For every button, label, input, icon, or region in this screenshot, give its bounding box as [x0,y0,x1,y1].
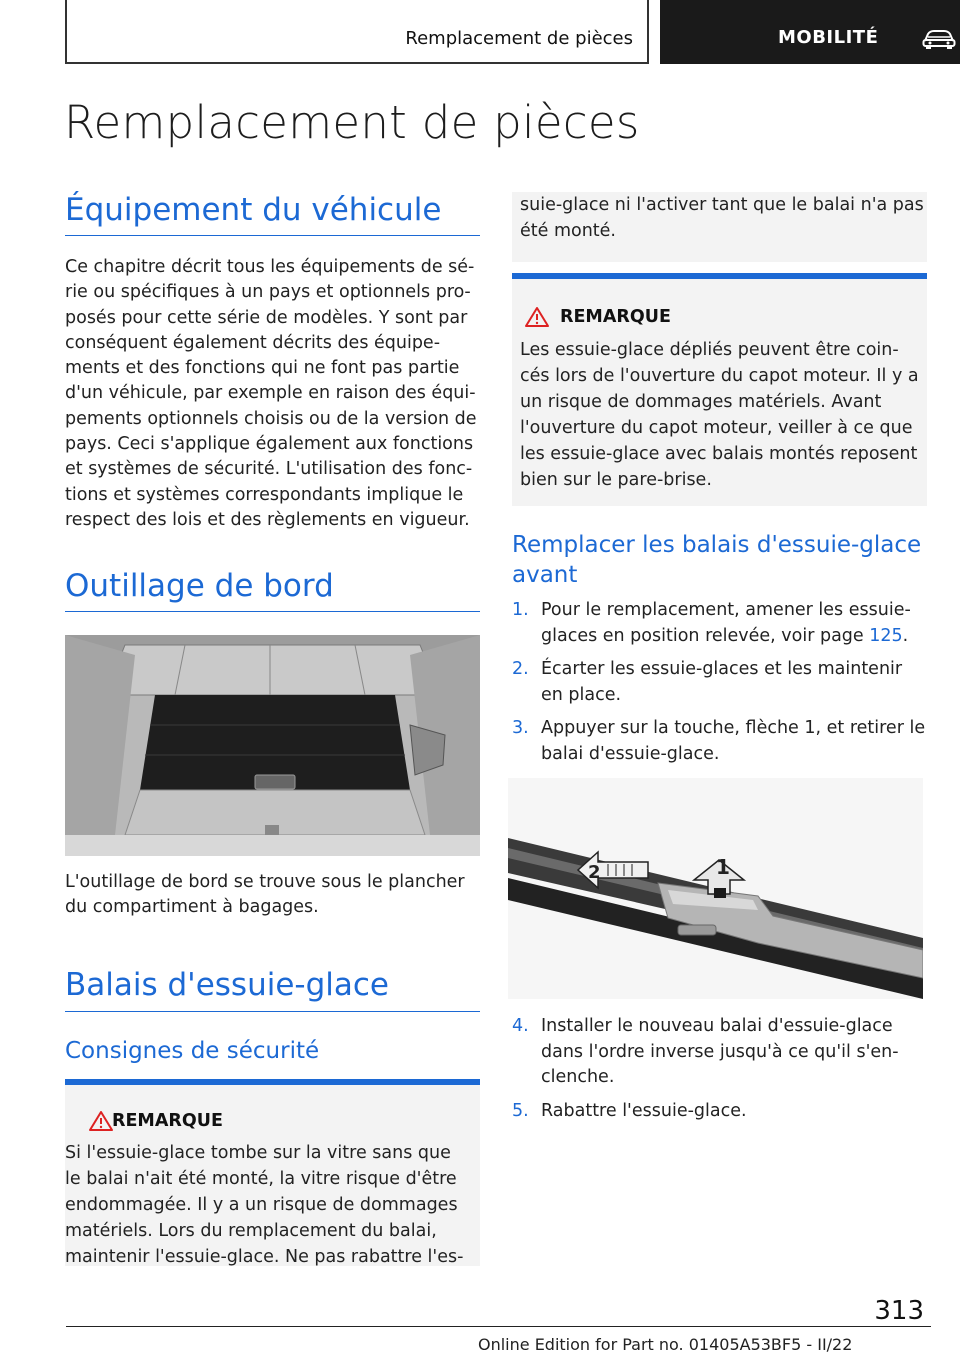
header-chapter-title: MOBILITÉ [778,27,879,48]
text-line: Ce chapitre décrit tous les équipements de sé‐ [65,257,475,277]
list-item [512,1099,932,1125]
note-title: REMARQUE [560,307,671,327]
heading-rule [65,1011,480,1012]
footer-rule [66,1326,931,1327]
text-line: respect des lois et des règlements en vigueur. [65,509,470,530]
list-item [512,598,932,649]
text-line: en place. [541,684,622,705]
note-box-2 [512,273,927,506]
text-line: Rabattre l'essuie-glace. [541,1100,747,1121]
text-line: le balai n'ait été monté, la vitre risque d'être [65,1169,457,1189]
warning-icon [524,306,550,328]
text-line: tions et systèmes correspondants implique le [65,484,464,505]
text-line: un risque de dommages matériels. Avant [520,392,882,412]
text-line: posés pour cette série de modèles. Y sont par [65,307,468,328]
step-number: 3. [512,718,529,738]
footer-edition: Online Edition for Part no. 01405A53BF5 - II/22 [478,1335,853,1354]
text-line: ments et des fonctions qui ne font pas partie [65,358,460,379]
text-line: clenche. [541,1067,615,1087]
arrow-1-label: 1 [716,855,730,879]
text-line: pements optionnels choisis ou de la version de [65,408,477,429]
text-line: rie ou spécifiques à un pays et optionnels pro‐ [65,282,471,303]
text-line: matériels. Lors du remplacement du balai, [65,1221,437,1241]
text-line: Si l'essuie-glace tombe sur la vitre sans que [65,1143,451,1163]
note-text [65,1140,480,1270]
text-fragment: . [902,625,909,646]
text-line: Installer le nouveau balai d'essuie-glace [541,1016,893,1036]
text-line: conséquent également décrits des équipe‐ [65,332,441,353]
arrow-2-label: 2 [588,862,601,883]
note-text [520,192,930,244]
heading-line: Remplacer les balais d'essuie-glace [512,532,922,558]
heading-rule [65,235,480,236]
text-line: Écarter les essuie-glaces et les maintenir [541,659,903,679]
note-text [520,337,930,493]
page-title: Remplacement de pièces [64,96,640,149]
text-line: maintenir l'essuie-glace. Ne pas rabattre l'es‐ [65,1247,464,1267]
heading-line: avant [512,562,578,588]
list-item [512,716,932,767]
header-section-tab [65,0,649,64]
subheading-safety: Consignes de sécurité [65,1038,320,1064]
list-item [512,657,932,708]
text-line: d'un véhicule, par exemple en raison des équi‐ [65,383,476,404]
text-line: l'ouverture du capot moteur, veiller à ce que [520,418,913,438]
heading-wiper-blades: Balais d'essuie-glace [65,967,389,1003]
page-number: 313 [874,1296,924,1326]
text-line: L'outillage de bord se trouve sous le plancher [65,872,465,892]
text-line: Pour le remplacement, amener les essuie- [541,600,911,620]
text-line: été monté. [520,221,616,241]
text-line: suie-glace ni l'activer tant que le balai n'a pas [520,195,924,215]
page-link[interactable]: 125 [869,625,903,646]
text-line: Les essuie-glace dépliés peuvent être coin‐ [520,340,899,360]
intro-paragraph [65,255,485,533]
text-line: Appuyer sur la touche, flèche 1, et retirer le [541,718,926,738]
step-number: 5. [512,1100,529,1121]
text-line: balai d'essuie-glace. [541,743,720,764]
note-title: REMARQUE [112,1111,223,1131]
car-icon [922,28,956,50]
text-line: du compartiment à bagages. [65,897,319,918]
warning-icon [88,1110,114,1132]
text-line: pays. Ceci s'applique également aux fonctions [65,434,474,455]
note-box-1 [65,1079,480,1266]
note-box-1-continued [512,192,927,262]
steps-list-b [512,1014,932,1132]
step-number: 4. [512,1016,529,1036]
text-line: endommagée. Il y a un risque de dommages [65,1195,458,1215]
step-number: 1. [512,600,529,620]
heading-onboard-tools: Outillage de bord [65,568,334,604]
step-number: 2. [512,659,529,679]
heading-vehicle-equipment: Équipement du véhicule [65,192,442,228]
subheading-replace-front-wipers [512,530,932,590]
steps-list-a [512,598,932,775]
onboard-tools-paragraph [65,870,485,921]
text-line [541,624,932,650]
text-line: dans l'ordre inverse jusqu'à ce qu'il s'en‐ [541,1041,899,1062]
header-chapter-tab [660,0,960,64]
text-line: cés lors de l'ouverture du capot moteur. Il y a [520,366,919,386]
wiper-blade-figure [508,778,923,999]
text-line: et systèmes de sécurité. L'utilisation des fonc‐ [65,459,473,480]
heading-rule [65,611,480,612]
text-line: bien sur le pare-brise. [520,470,712,490]
text-line: les essuie-glace avec balais montés reposent [520,444,918,464]
text-fragment: glaces en position relevée, voir page [541,625,870,646]
cargo-compartment-image [65,635,480,856]
list-item [512,1014,932,1091]
header-section-title: Remplacement de pièces [405,28,633,49]
